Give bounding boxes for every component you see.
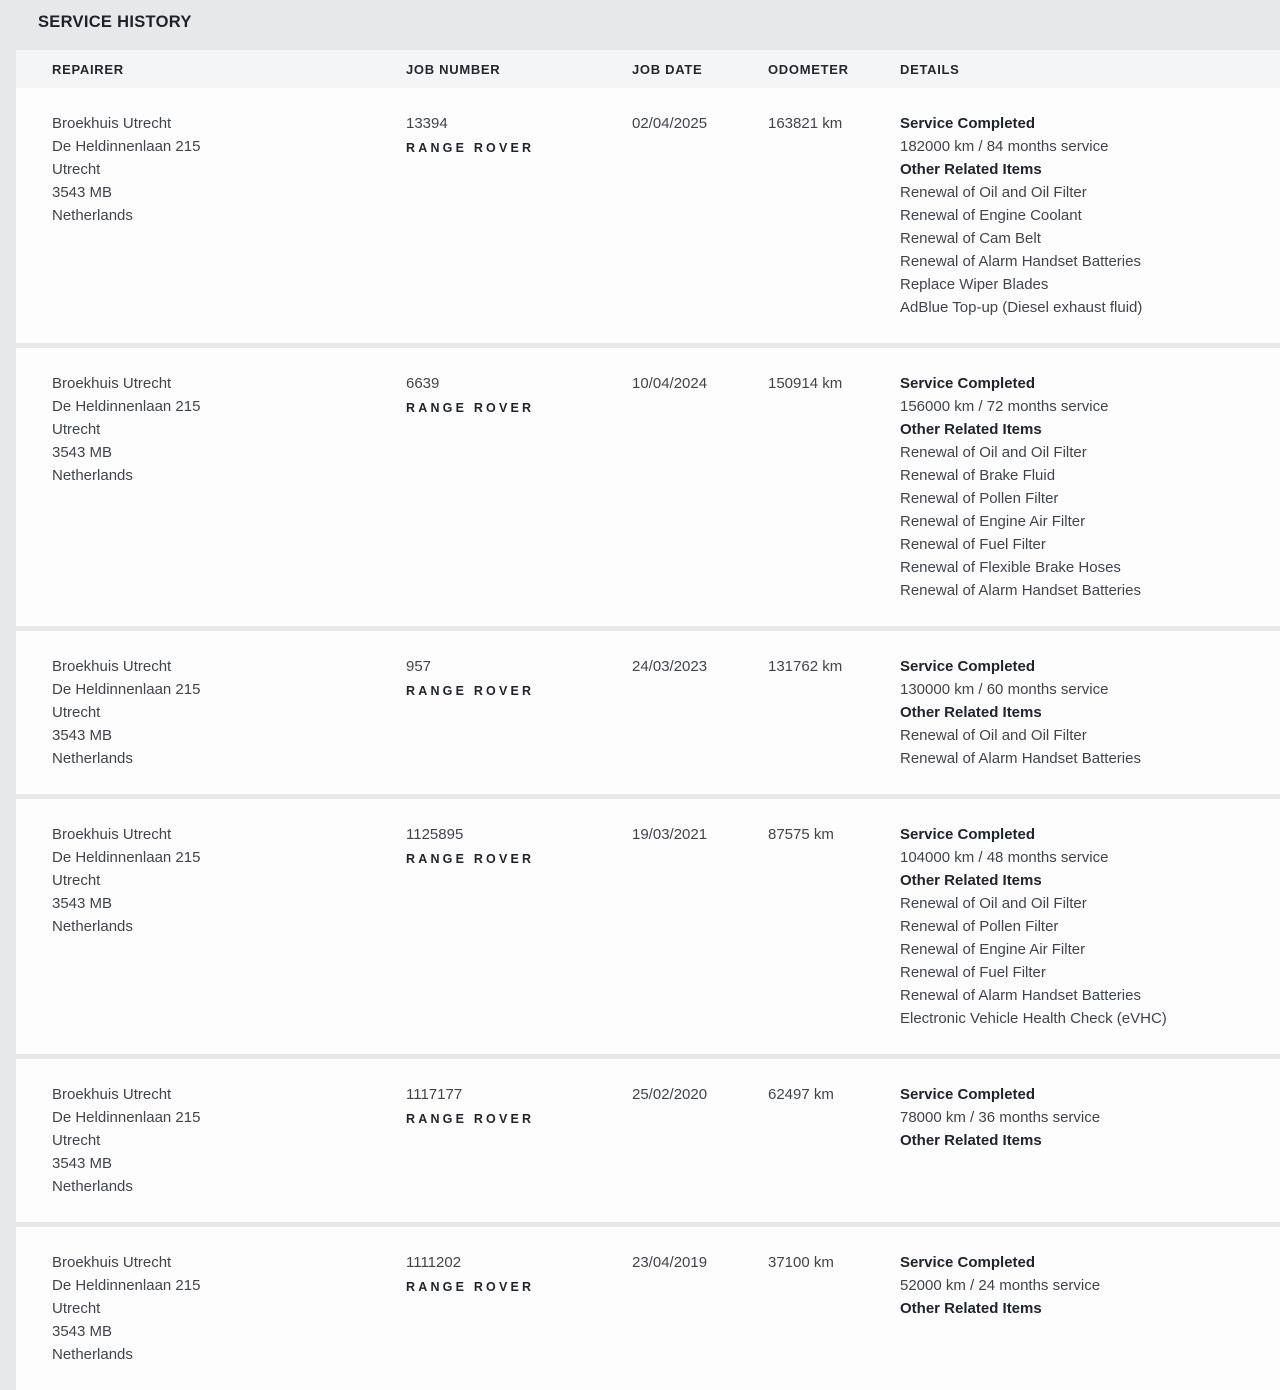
job-number-cell [406,1251,632,1366]
repairer-cell [52,1251,406,1366]
table-row [16,631,1280,794]
job-date: 10/04/2024 [632,375,708,392]
repairer-line: Netherlands [52,918,133,935]
repairer-cell [52,112,406,319]
table-body [16,88,1280,1390]
details-related-header: Other Related Items [900,704,1042,721]
details-item: Renewal of Fuel Filter [900,536,1046,553]
table-header-row [16,50,1280,88]
column-header-job-date: JOB DATE [632,61,703,77]
repairer-line: Netherlands [52,750,133,767]
odometer: 150914 km [768,375,843,392]
repairer-line: Utrecht [52,704,101,721]
range-rover-wordmark: RANGE ROVER [406,852,535,866]
details-item: Renewal of Alarm Handset Batteries [900,987,1141,1004]
details-related-header: Other Related Items [900,1300,1042,1317]
job-number: 6639 [406,375,440,392]
repairer-line: Broekhuis Utrecht [52,115,172,132]
column-header-odometer: ODOMETER [768,61,849,77]
repairer-line: De Heldinnenlaan 215 [52,1277,201,1294]
column-header-repairer: REPAIRER [52,61,124,77]
details-cell [900,823,1280,1030]
service-history-table [16,50,1280,1390]
details-status: Service Completed [900,658,1036,675]
details-related-header: Other Related Items [900,1132,1042,1149]
details-item: Renewal of Brake Fluid [900,467,1056,484]
table-row [16,1059,1280,1222]
details-cell [900,112,1280,319]
job-number: 1125895 [406,826,464,843]
details-status: Service Completed [900,115,1036,132]
repairer-line: 3543 MB [52,727,113,744]
details-related-header: Other Related Items [900,872,1042,889]
details-cell [900,1083,1280,1198]
details-item: Electronic Vehicle Health Check (eVHC) [900,1010,1167,1027]
details-service-interval: 104000 km / 48 months service [900,849,1109,866]
repairer-line: Netherlands [52,207,133,224]
odometer: 131762 km [768,658,843,675]
job-date: 24/03/2023 [632,658,708,675]
repairer-line: De Heldinnenlaan 215 [52,681,201,698]
range-rover-wordmark: RANGE ROVER [406,141,535,155]
repairer-line: Netherlands [52,467,133,484]
details-item: Renewal of Engine Air Filter [900,941,1086,958]
job-number-cell [406,655,632,770]
range-rover-wordmark: RANGE ROVER [406,401,535,415]
repairer-line: 3543 MB [52,184,113,201]
repairer-line: De Heldinnenlaan 215 [52,398,201,415]
details-item: Renewal of Engine Air Filter [900,513,1086,530]
job-number: 957 [406,658,432,675]
details-item: Renewal of Fuel Filter [900,964,1046,981]
details-item: Renewal of Alarm Handset Batteries [900,582,1141,599]
repairer-line: Utrecht [52,161,101,178]
odometer: 87575 km [768,826,834,843]
repairer-line: Broekhuis Utrecht [52,375,172,392]
details-item: Renewal of Oil and Oil Filter [900,895,1087,912]
repairer-line: Broekhuis Utrecht [52,658,172,675]
page-title: SERVICE HISTORY [38,13,192,31]
range-rover-wordmark: RANGE ROVER [406,1280,535,1294]
repairer-line: Broekhuis Utrecht [52,1086,172,1103]
repairer-line: Utrecht [52,1132,101,1149]
details-status: Service Completed [900,1254,1036,1271]
table-row [16,799,1280,1054]
repairer-line: Utrecht [52,872,101,889]
repairer-line: Broekhuis Utrecht [52,826,172,843]
repairer-line: Broekhuis Utrecht [52,1254,172,1271]
details-cell [900,1251,1280,1366]
odometer: 37100 km [768,1254,834,1271]
job-date: 02/04/2025 [632,115,708,132]
repairer-line: 3543 MB [52,895,113,912]
details-status: Service Completed [900,1086,1036,1103]
table-row [16,1227,1280,1390]
details-item: Renewal of Flexible Brake Hoses [900,559,1121,576]
details-status: Service Completed [900,375,1036,392]
job-number-cell [406,823,632,1030]
details-item: Renewal of Alarm Handset Batteries [900,253,1141,270]
details-service-interval: 52000 km / 24 months service [900,1277,1101,1294]
details-item: Renewal of Alarm Handset Batteries [900,750,1141,767]
table-row [16,348,1280,626]
repairer-cell [52,1083,406,1198]
details-item: Renewal of Pollen Filter [900,918,1059,935]
repairer-line: Utrecht [52,1300,101,1317]
details-related-header: Other Related Items [900,161,1042,178]
job-date: 19/03/2021 [632,826,708,843]
range-rover-wordmark: RANGE ROVER [406,684,535,698]
details-service-interval: 182000 km / 84 months service [900,138,1109,155]
odometer: 163821 km [768,115,843,132]
details-service-interval: 78000 km / 36 months service [900,1109,1101,1126]
repairer-cell [52,823,406,1030]
job-number-cell [406,112,632,319]
repairer-line: De Heldinnenlaan 215 [52,138,201,155]
details-item: Renewal of Oil and Oil Filter [900,444,1087,461]
details-item: Renewal of Oil and Oil Filter [900,727,1087,744]
repairer-line: Netherlands [52,1178,133,1195]
details-item: Renewal of Engine Coolant [900,207,1082,224]
details-cell [900,655,1280,770]
job-number: 13394 [406,115,448,132]
repairer-line: 3543 MB [52,1155,113,1172]
details-related-header: Other Related Items [900,421,1042,438]
details-item: Renewal of Oil and Oil Filter [900,184,1087,201]
column-header-details: DETAILS [900,61,960,77]
details-item: Replace Wiper Blades [900,276,1049,293]
details-item: AdBlue Top-up (Diesel exhaust fluid) [900,299,1143,316]
job-date: 25/02/2020 [632,1086,708,1103]
repairer-line: De Heldinnenlaan 215 [52,1109,201,1126]
repairer-cell [52,655,406,770]
job-number: 1111202 [406,1254,462,1271]
repairer-line: 3543 MB [52,444,113,461]
repairer-line: Utrecht [52,421,101,438]
details-service-interval: 130000 km / 60 months service [900,681,1109,698]
range-rover-wordmark: RANGE ROVER [406,1112,535,1126]
table-row [16,88,1280,343]
repairer-line: Netherlands [52,1346,133,1363]
job-date: 23/04/2019 [632,1254,708,1271]
repairer-line: 3543 MB [52,1323,113,1340]
job-number-cell [406,372,632,602]
repairer-line: De Heldinnenlaan 215 [52,849,201,866]
details-item: Renewal of Cam Belt [900,230,1041,247]
details-cell [900,372,1280,602]
details-item: Renewal of Pollen Filter [900,490,1059,507]
repairer-cell [52,372,406,602]
job-number-cell [406,1083,632,1198]
details-service-interval: 156000 km / 72 months service [900,398,1109,415]
job-number: 1117177 [406,1086,463,1103]
column-header-job-number: JOB NUMBER [406,61,501,77]
odometer: 62497 km [768,1086,834,1103]
details-status: Service Completed [900,826,1036,843]
